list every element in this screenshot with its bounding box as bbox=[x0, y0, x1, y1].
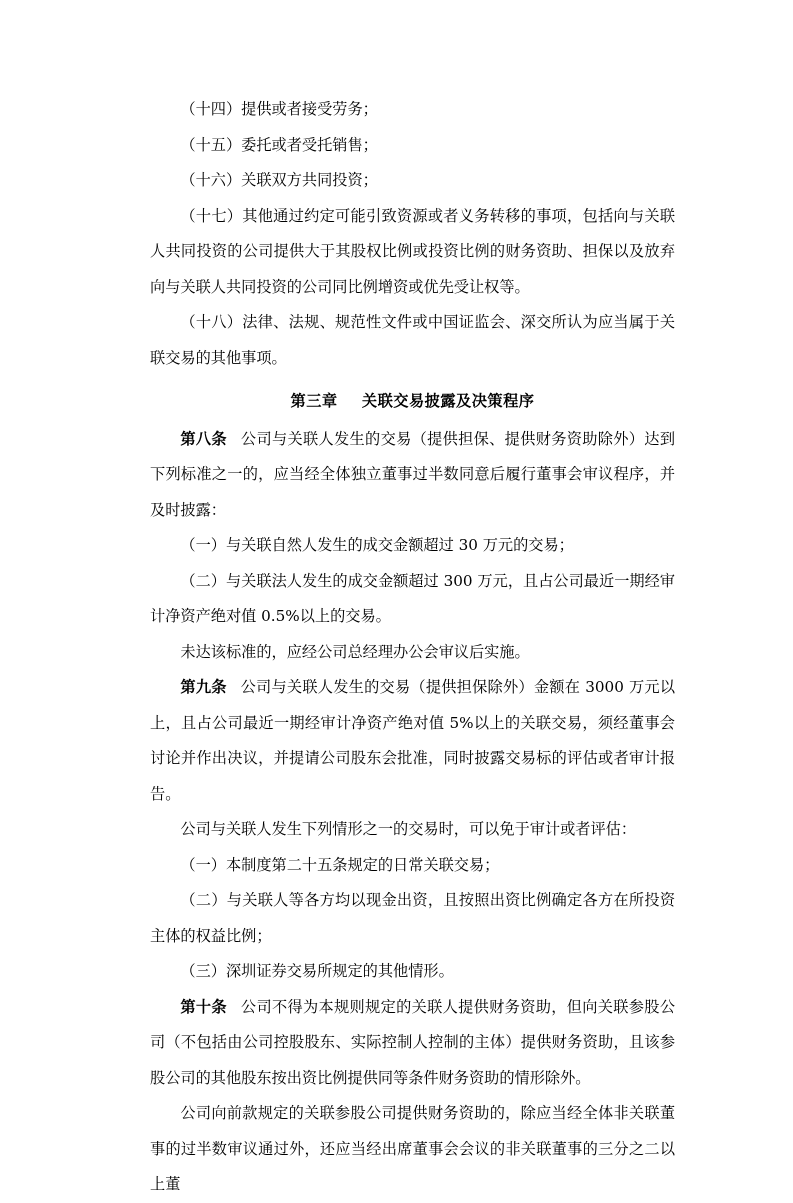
chapter-heading bbox=[150, 384, 675, 420]
list-item: （二）与关联法人发生的成交金额超过 300 万元，且占公司最近一期经审计净资产绝对值 0.5%以上的交易。 bbox=[150, 571, 675, 625]
article-text: 公司不得为本规则规定的关联人提供财务资助，但向关联参股公司（不包括由公司控股股东、实际控制人控制的主体）提供财务资助，且该参股公司的其他股东按出资比例提供同等条件财务资助的情形除外。 bbox=[150, 997, 676, 1087]
list-item: （二）与关联人等各方均以现金出资，且按照出资比例确定各方在所投资主体的权益比例； bbox=[150, 891, 675, 945]
list-item: （三）深圳证券交易所规定的其他情形。 bbox=[180, 962, 454, 980]
list-item: （十八）法律、法规、规范性文件或中国证监会、深交所认为应当属于关联交易的其他事项。 bbox=[150, 313, 675, 367]
article-label: 第八条 bbox=[180, 429, 227, 448]
paragraph: 公司向前款规定的关联参股公司提供财务资助的，除应当经全体非关联董事的过半数审议通过外，还应当经出席董事会会议的非关联董事的三分之二以上董 bbox=[150, 1104, 675, 1193]
paragraph: 公司与关联人发生下列情形之一的交易时，可以免于审计或者评估： bbox=[180, 820, 637, 838]
list-item: （一）与关联自然人发生的成交金额超过 30 万元的交易； bbox=[180, 536, 574, 554]
article-text: 公司与关联人发生的交易（提供担保除外）金额在 3000 万元以上，且占公司最近一期经审计净资产绝对值 5%以上的关联交易，须经董事会讨论并作出决议，并提请公司股东会批准，同时披露交易标的评估或者审计报告。 bbox=[150, 678, 676, 803]
chapter-title-text: 关联交易披露及决策程序 bbox=[361, 392, 535, 410]
article-paragraph bbox=[150, 422, 675, 529]
list-item: （十五）委托或者受托销售； bbox=[180, 135, 378, 154]
document-body bbox=[150, 92, 675, 1203]
paragraph: 未达该标准的，应经公司总经理办公会审议后实施。 bbox=[180, 642, 530, 661]
article-paragraph bbox=[150, 990, 675, 1097]
list-item: （一）本制度第二十五条规定的日常关联交易； bbox=[180, 855, 500, 874]
list-item: （十四）提供或者接受劳务； bbox=[180, 100, 378, 118]
article-paragraph bbox=[150, 670, 675, 812]
article-label: 第九条 bbox=[180, 678, 227, 696]
article-text: 公司与关联人发生的交易（提供担保、提供财务资助除外）达到下列标准之一的，应当经全体独立董事过半数同意后履行董事会审议程序，并及时披露： bbox=[150, 429, 676, 519]
chapter-number: 第三章 bbox=[290, 392, 338, 410]
list-item: （十七）其他通过约定可能引致资源或者义务转移的事项，包括向与关联人共同投资的公司提供大于其股权比例或投资比例的财务资助、担保以及放弃向与关联人共同投资的公司同比例增资或优先受让权等。 bbox=[150, 206, 675, 296]
article-label: 第十条 bbox=[180, 997, 227, 1016]
list-item: （十六）关联双方共同投资； bbox=[180, 171, 378, 189]
